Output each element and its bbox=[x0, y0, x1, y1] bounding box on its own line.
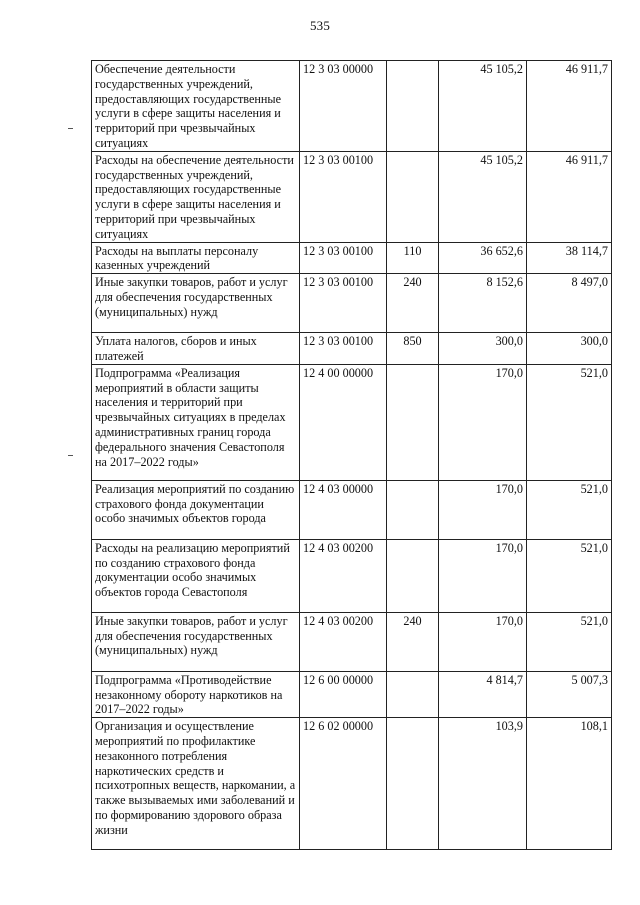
row-value-2022-cell: 46 911,7 bbox=[527, 151, 612, 242]
row-name-cell: Уплата налогов, сборов и иных платежей bbox=[92, 333, 300, 365]
margin-mark bbox=[68, 455, 73, 456]
row-code-cell: 12 6 02 00000 bbox=[300, 718, 387, 850]
table-row bbox=[92, 274, 612, 333]
page-number: 535 bbox=[309, 18, 331, 33]
row-kvr-cell: 110 bbox=[387, 242, 439, 274]
row-name-cell: Иные закупки товаров, работ и услуг для обеспечения государственных (муниципальных) нужд bbox=[92, 274, 300, 333]
row-name-cell: Расходы на реализацию мероприятий по созданию страхового фонда документации особо значимых объектов города Севастополя bbox=[92, 539, 300, 612]
row-code-cell: 12 3 03 00100 bbox=[300, 151, 387, 242]
row-code-cell: 12 4 03 00200 bbox=[300, 612, 387, 671]
row-code-cell: 12 4 00 00000 bbox=[300, 364, 387, 480]
row-value-2021-cell: 103,9 bbox=[439, 718, 527, 850]
table-row bbox=[92, 151, 612, 242]
row-value-2021-cell: 45 105,2 bbox=[439, 61, 527, 152]
row-name-cell: Подпрограмма «Реализация мероприятий в области защиты населения и территорий при чрезвычайных ситуациях в пределах административных границ города федерального значения Севастополя на 2017–2022 годы» bbox=[92, 364, 300, 480]
row-value-2022-cell: 521,0 bbox=[527, 480, 612, 539]
row-value-2022-cell: 521,0 bbox=[527, 539, 612, 612]
row-value-2022-cell: 108,1 bbox=[527, 718, 612, 850]
table-row bbox=[92, 480, 612, 539]
row-value-2022-cell: 300,0 bbox=[527, 333, 612, 365]
table-row bbox=[92, 333, 612, 365]
row-code-cell: 12 3 03 00100 bbox=[300, 242, 387, 274]
table-row bbox=[92, 61, 612, 152]
row-value-2022-cell: 521,0 bbox=[527, 612, 612, 671]
row-kvr-cell bbox=[387, 61, 439, 152]
row-code-cell: 12 3 03 00100 bbox=[300, 333, 387, 365]
row-code-cell: 12 6 00 00000 bbox=[300, 671, 387, 717]
row-code-cell: 12 4 03 00200 bbox=[300, 539, 387, 612]
row-name-cell: Расходы на обеспечение деятельности государственных учреждений, предоставляющих государственные услуги в сфере защиты населения и территорий при чрезвычайных ситуациях bbox=[92, 151, 300, 242]
row-kvr-cell bbox=[387, 364, 439, 480]
row-value-2021-cell: 170,0 bbox=[439, 612, 527, 671]
budget-table bbox=[91, 60, 612, 850]
row-kvr-cell bbox=[387, 151, 439, 242]
row-name-cell: Расходы на выплаты персоналу казенных учреждений bbox=[92, 242, 300, 274]
row-name-cell: Реализация мероприятий по созданию страхового фонда документации особо значимых объектов города bbox=[92, 480, 300, 539]
table-row bbox=[92, 364, 612, 480]
row-value-2022-cell: 46 911,7 bbox=[527, 61, 612, 152]
margin-mark bbox=[68, 128, 73, 129]
row-value-2022-cell: 5 007,3 bbox=[527, 671, 612, 717]
row-value-2021-cell: 170,0 bbox=[439, 480, 527, 539]
table-row bbox=[92, 539, 612, 612]
row-value-2022-cell: 8 497,0 bbox=[527, 274, 612, 333]
row-code-cell: 12 3 03 00100 bbox=[300, 274, 387, 333]
row-value-2021-cell: 45 105,2 bbox=[439, 151, 527, 242]
row-name-cell: Подпрограмма «Противодействие незаконному обороту наркотиков на 2017–2022 годы» bbox=[92, 671, 300, 717]
table-row bbox=[92, 612, 612, 671]
row-value-2021-cell: 8 152,6 bbox=[439, 274, 527, 333]
row-kvr-cell: 240 bbox=[387, 274, 439, 333]
row-value-2022-cell: 38 114,7 bbox=[527, 242, 612, 274]
row-kvr-cell bbox=[387, 480, 439, 539]
row-name-cell: Организация и осуществление мероприятий по профилактике незаконного потребления наркотических средств и психотропных веществ, наркомании, а также вызываемых ими заболеваний и по формированию здорового образа жизни bbox=[92, 718, 300, 850]
row-code-cell: 12 4 03 00000 bbox=[300, 480, 387, 539]
row-value-2021-cell: 36 652,6 bbox=[439, 242, 527, 274]
table-row bbox=[92, 671, 612, 717]
row-value-2021-cell: 170,0 bbox=[439, 539, 527, 612]
row-kvr-cell: 850 bbox=[387, 333, 439, 365]
row-kvr-cell bbox=[387, 718, 439, 850]
row-value-2021-cell: 170,0 bbox=[439, 364, 527, 480]
row-value-2021-cell: 300,0 bbox=[439, 333, 527, 365]
row-name-cell: Обеспечение деятельности государственных учреждений, предоставляющих государственные услуги в сфере защиты населения и территорий при чрезвычайных ситуациях bbox=[92, 61, 300, 152]
row-value-2022-cell: 521,0 bbox=[527, 364, 612, 480]
row-kvr-cell bbox=[387, 539, 439, 612]
table-row bbox=[92, 242, 612, 274]
row-kvr-cell bbox=[387, 671, 439, 717]
table-row bbox=[92, 718, 612, 850]
row-name-cell: Иные закупки товаров, работ и услуг для обеспечения государственных (муниципальных) нужд bbox=[92, 612, 300, 671]
row-code-cell: 12 3 03 00000 bbox=[300, 61, 387, 152]
row-kvr-cell: 240 bbox=[387, 612, 439, 671]
row-value-2021-cell: 4 814,7 bbox=[439, 671, 527, 717]
